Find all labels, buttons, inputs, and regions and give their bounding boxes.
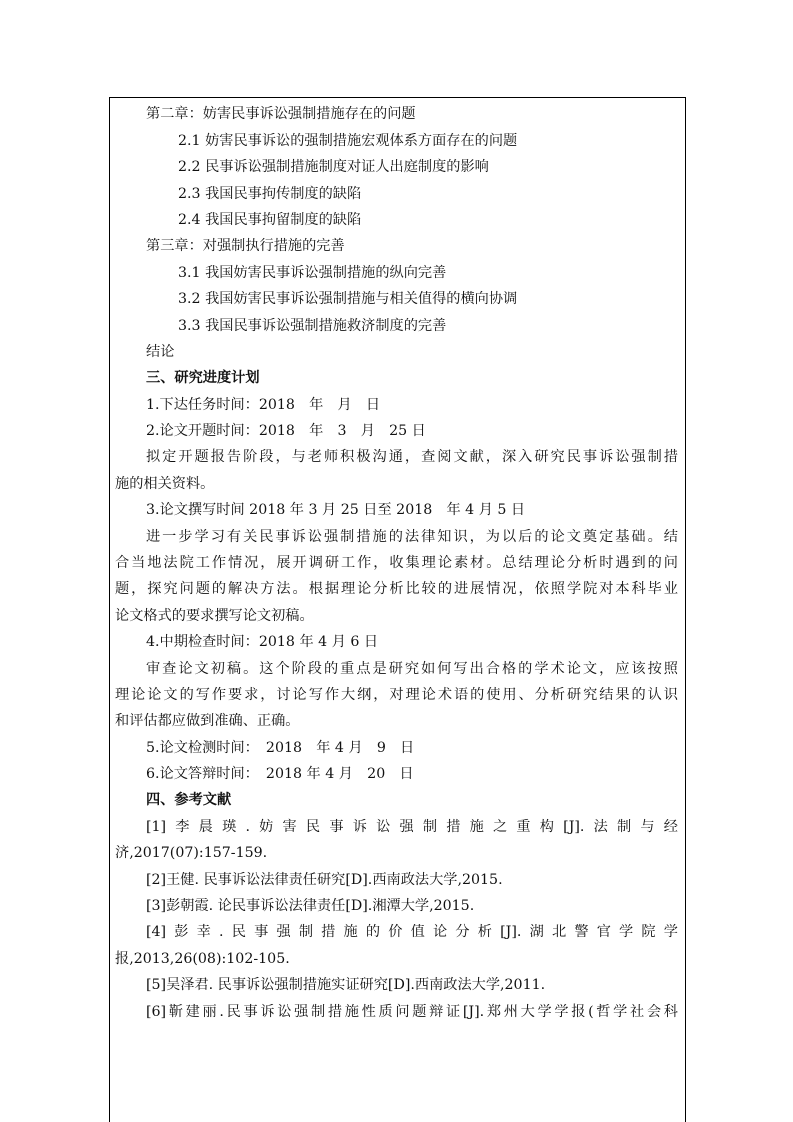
schedule-item-1: 1.下达任务时间：2018 年 月 日 [146,397,381,413]
schedule-desc-4-line1: 审查论文初稿。这个阶段的重点是研究如何写出合格的学术论文，应该按照 [146,661,678,677]
section-2-2: 2.2 民事诉讼强制措施制度对证人出庭制度的影响 [178,159,489,175]
chapter-2-heading: 第二章：妨害民事诉讼强制措施存在的问题 [146,106,416,122]
reference-5: [5]吴泽君. 民事诉讼强制措施实证研究[D].西南政法大学,2011. [146,977,546,993]
schedule-desc-3-line2: 合当地法院工作情况，展开调研工作，收集理论素材。总结理论分析时遇到的问 [115,555,678,571]
schedule-desc-2-line1: 拟定开题报告阶段，与老师积极沟通，查阅文献，深入研究民事诉讼强制措 [146,449,678,465]
section-3-2: 3.2 我国妨害民事诉讼强制措施与相关值得的横向协调 [178,291,518,307]
schedule-desc-3-line1: 进一步学习有关民事诉讼强制措施的法律知识，为以后的论文奠定基础。结 [146,529,678,545]
reference-1-line2: 济,2017(07):157-159. [115,845,268,861]
section-2-3: 2.3 我国民事拘传制度的缺陷 [178,186,362,202]
conclusion-heading: 结论 [146,344,175,360]
reference-6-line1: [6]靳建丽.民事诉讼强制措施性质问题辩证[J].郑州大学学报(哲学社会科 [146,1004,678,1020]
schedule-desc-2-line2: 施的相关资料。 [115,476,215,492]
schedule-desc-3-line3: 题，探究问题的解决方法。根据理论分析比较的进展情况，依照学院对本科毕业 [115,581,678,597]
schedule-desc-3-line4: 论文格式的要求撰写论文初稿。 [115,608,314,624]
schedule-item-4: 4.中期检查时间：2018 年 4 月 6 日 [146,634,379,650]
section-2-1: 2.1 妨害民事诉讼的强制措施宏观体系方面存在的问题 [178,133,518,149]
reference-1-line1: [1]李晨瑛.妨害民事诉讼强制措施之重构[J].法制与经 [146,819,678,835]
reference-2: [2]王健. 民事诉讼法律责任研究[D].西南政法大学,2015. [146,872,503,888]
chapter-3-heading: 第三章：对强制执行措施的完善 [146,238,345,254]
schedule-item-6: 6.论文答辩时间： 2018 年 4 月 20 日 [146,766,414,782]
reference-4-line1: [4]彭幸.民事强制措施的价值论分析[J].湖北警官学院学 [146,924,678,940]
schedule-desc-4-line2: 理论论文的写作要求，讨论写作大纲，对理论术语的使用、分析研究结果的认识 [115,687,678,703]
reference-4-line2: 报,2013,26(08):102-105. [115,951,290,967]
section-2-4: 2.4 我国民事拘留制度的缺陷 [178,212,362,228]
references-heading: 四、参考文献 [146,792,232,808]
section-3-3: 3.3 我国民事诉讼强制措施救济制度的完善 [178,318,447,334]
schedule-item-3: 3.论文撰写时间 2018 年 3 月 25 日至 2018 年 4 月 5 日 [146,502,526,518]
schedule-item-5: 5.论文检测时间： 2018 年 4 月 9 日 [146,740,415,756]
section-3-1: 3.1 我国妨害民事诉讼强制措施的纵向完善 [178,265,447,281]
reference-3: [3]彭朝霞. 论民事诉讼法律责任[D].湘潭大学,2015. [146,898,475,914]
schedule-item-2: 2.论文开题时间：2018 年 3 月 25 日 [146,423,426,439]
schedule-desc-4-line3: 和评估都应做到准确、正确。 [115,713,300,729]
schedule-heading: 三、研究进度计划 [146,370,260,386]
